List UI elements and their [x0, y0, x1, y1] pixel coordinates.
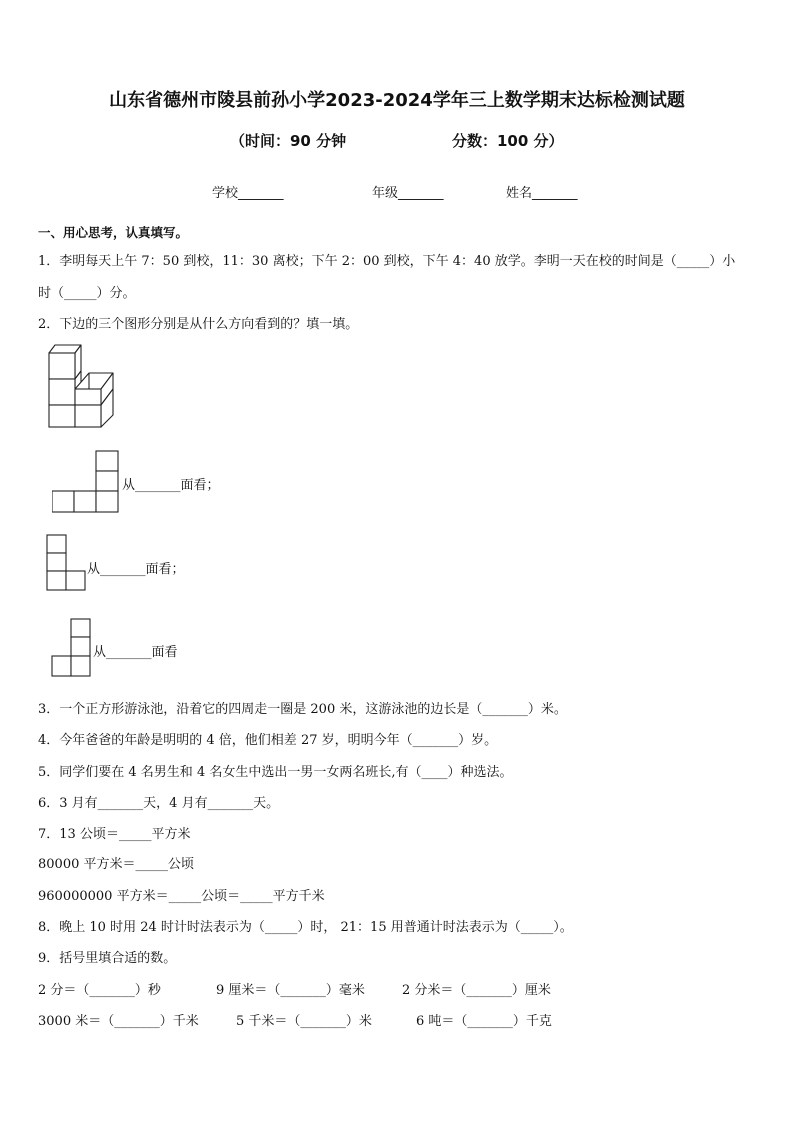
question-3: 3．一个正方形游泳池，沿着它的四周走一圈是 200 米，这游泳池的边长是（_______）米。 [38, 702, 567, 717]
q9-item: 9 厘米＝（_______）毫米 [216, 983, 365, 998]
grade-field[interactable]: 年级_______ [372, 186, 444, 201]
section-heading: 一、用心思考，认真填写。 [38, 225, 189, 240]
exam-score: 分数：100 分） [452, 132, 564, 150]
view-3-figure [51, 618, 95, 678]
q9-item: 5 千米＝（_______）米 [236, 1014, 372, 1029]
question-7: 7．13 公顷＝_____平方米 [38, 827, 191, 842]
question-1-cont: 时（_____）分。 [38, 286, 136, 301]
page-title: 山东省德州市陵县前孙小学2023-2024学年三上数学期末达标检测试题 [109, 90, 685, 111]
name-field[interactable]: 姓名_______ [506, 186, 578, 201]
exam-time: （时间：90 分钟 [230, 132, 347, 150]
view-3-label: 从_______面看 [93, 645, 178, 660]
question-6: 6．3 月有_______天，4 月有_______天。 [38, 796, 280, 811]
question-9: 9．括号里填合适的数。 [38, 951, 177, 966]
view-1-figure [52, 450, 122, 514]
question-7-c: 960000000 平方米＝_____公顷＝_____平方千米 [38, 889, 325, 904]
cube-stack-figure [44, 341, 124, 431]
q9-item: 3000 米＝（_______）千米 [38, 1014, 199, 1029]
view-2-label: 从_______面看； [87, 562, 185, 577]
question-5: 5．同学们要在 4 名男生和 4 名女生中选出一男一女两名班长,有（____）种选法。 [38, 765, 513, 780]
view-1-label: 从_______面看； [122, 478, 220, 493]
q9-item: 2 分＝（_______）秒 [38, 983, 161, 998]
question-4: 4．今年爸爸的年龄是明明的 4 倍，他们相差 27 岁，明明今年（_______）岁。 [38, 733, 498, 748]
question-1: 1．李明每天上午 7：50 到校，11：30 离校；下午 2：00 到校，下午 4：40 放学。李明一天在校的时间是（_____）小 [38, 254, 736, 269]
view-2-figure [46, 534, 88, 592]
q9-item: 6 吨＝（_______）千克 [416, 1014, 552, 1029]
school-field[interactable]: 学校_______ [212, 186, 284, 201]
question-2: 2．下边的三个图形分别是从什么方向看到的？填一填。 [38, 317, 359, 332]
q9-item: 2 分米＝（_______）厘米 [402, 983, 551, 998]
question-8: 8．晚上 10 时用 24 时计时法表示为（_____）时， 21：15 用普通计时法表示为（_____）。 [38, 920, 573, 935]
question-7-b: 80000 平方米＝_____公顷 [38, 857, 194, 872]
